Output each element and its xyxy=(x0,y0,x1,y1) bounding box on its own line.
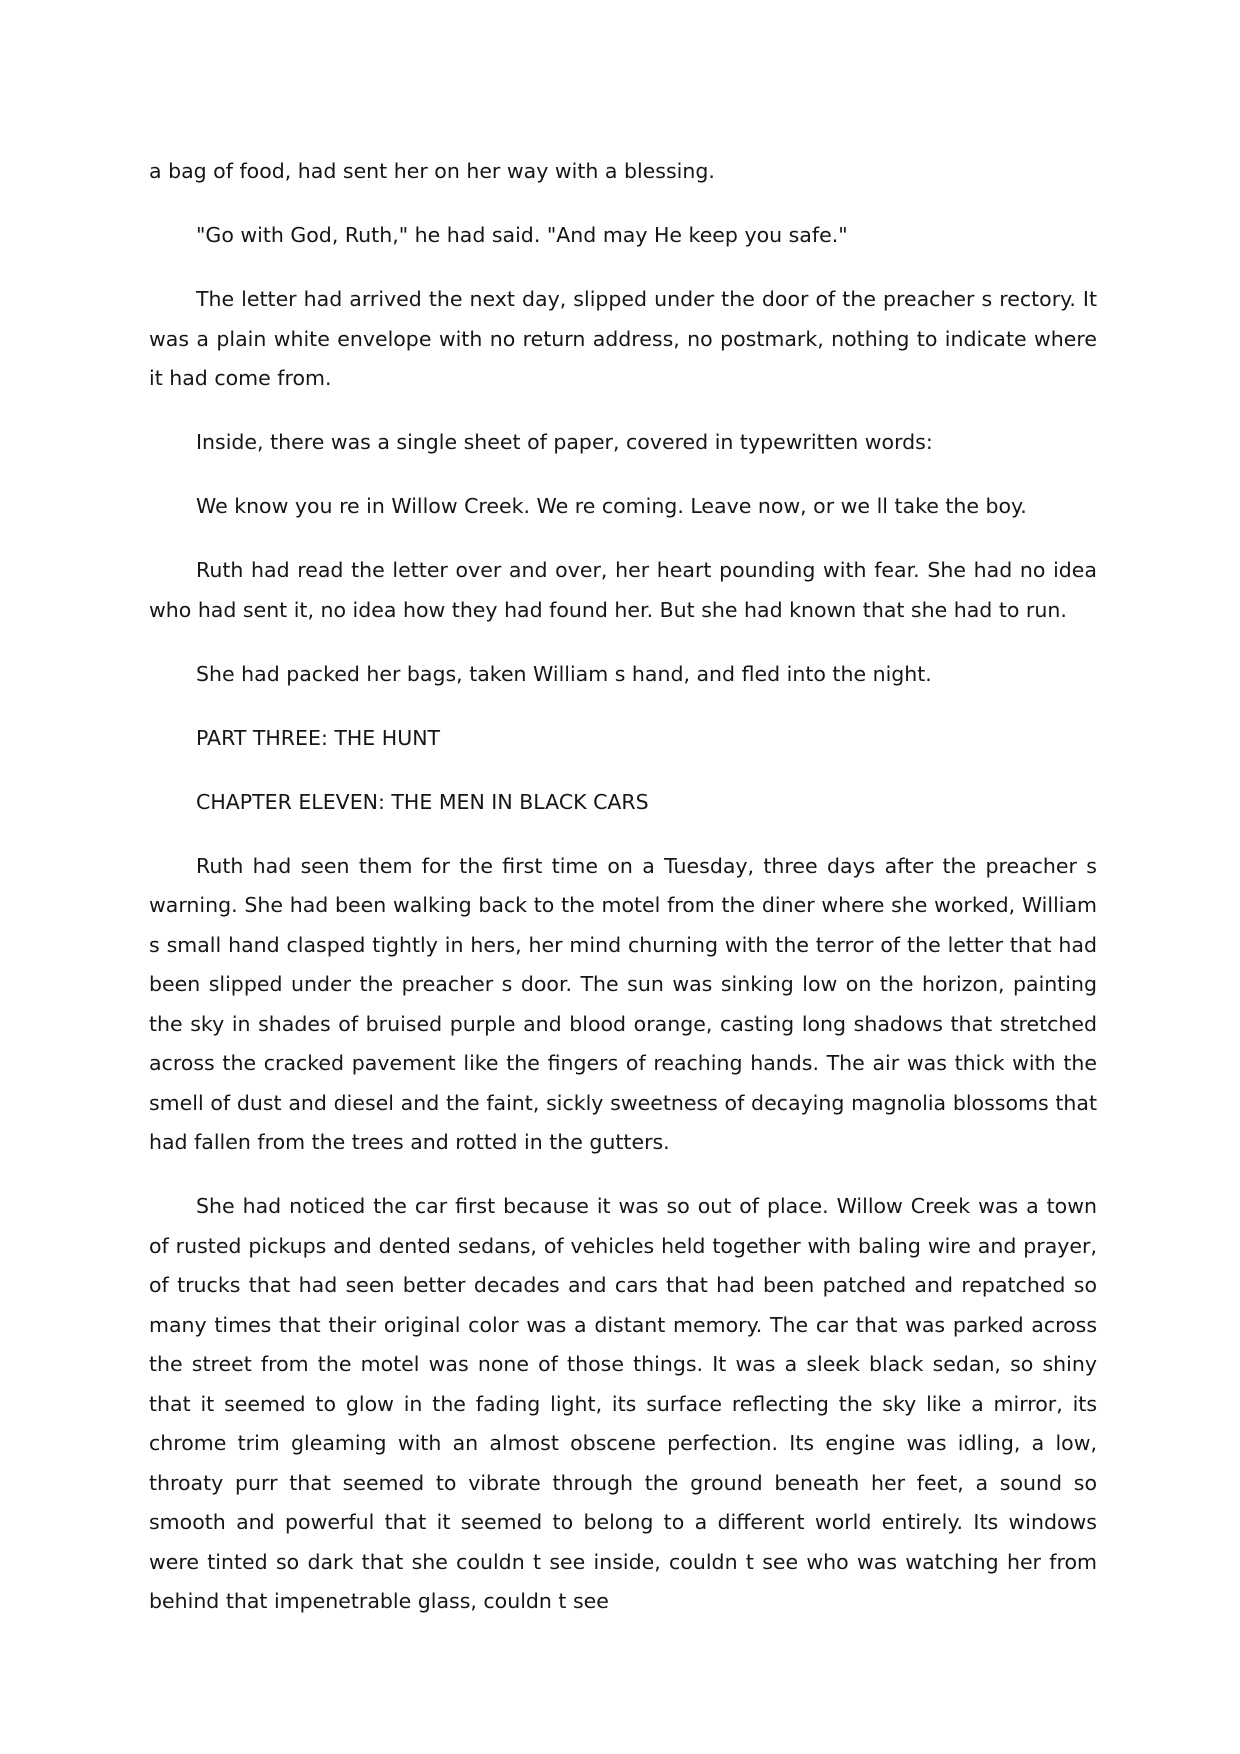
part-heading: PART THREE: THE HUNT xyxy=(196,725,441,750)
paragraph-dialogue: "Go with God, Ruth," he had said. "And may He keep you safe." xyxy=(196,223,848,247)
paragraph-letter-inside: Inside, there was a single sheet of paper, covered in typewritten words: xyxy=(196,430,933,454)
paragraph-first-sighting: Ruth had seen them for the first time on a Tuesday, three days after the preacher s warning. She had been walking back to the motel from the diner where she worked, William s small hand clasped tightly in hers, her mind churning with the terror of the letter that had been slipped under the preacher s door. The sun was sinking low on the horizon, painting the sky in shades of bruised purple and blood orange, casting long shadows that stretched across the cracked pavement like the fingers of reaching hands. The air was thick with the smell of dust and diesel and the faint, sickly sweetness of decaying magnolia blossoms that had fallen from the trees and rotted in the gutters. xyxy=(149,853,1097,1154)
paragraph-letter-text: We know you re in Willow Creek. We re coming. Leave now, or we ll take the boy. xyxy=(196,494,1027,518)
paragraph-continuation: a bag of food, had sent her on her way with a blessing. xyxy=(149,159,715,183)
document-page xyxy=(149,152,1097,1622)
paragraph-fled: She had packed her bags, taken William s hand, and fled into the night. xyxy=(196,661,932,686)
paragraph-ruth-reads: Ruth had read the letter over and over, her heart pounding with fear. She had no idea who had sent it, no idea how they had found her. But she had known that she had to run. xyxy=(149,558,1097,622)
chapter-heading: CHAPTER ELEVEN: THE MEN IN BLACK CARS xyxy=(196,789,649,814)
paragraph-letter-arrival: The letter had arrived the next day, slipped under the door of the preacher s rectory. It was a plain white envelope with no return address, no postmark, nothing to indicate where it had come from. xyxy=(149,287,1097,390)
paragraph-black-car: She had noticed the car first because it was so out of place. Willow Creek was a town of rusted pickups and dented sedans, of vehicles held together with baling wire and prayer, of trucks that had seen better decades and cars that had been patched and repatched so many times that their original color was a distant memory. The car that was parked across the street from the motel was none of those things. It was a sleek black sedan, so shiny that it seemed to glow in the fading light, its surface reflecting the sky like a mirror, its chrome trim gleaming with an almost obscene perfection. Its engine was idling, a low, throaty purr that seemed to vibrate through the ground beneath her feet, a sound so smooth and powerful that it seemed to belong to a different world entirely. Its windows were tinted so dark that she couldn t see inside, couldn t see who was watching her from behind that impenetrable glass, couldn t see xyxy=(149,1194,1097,1613)
